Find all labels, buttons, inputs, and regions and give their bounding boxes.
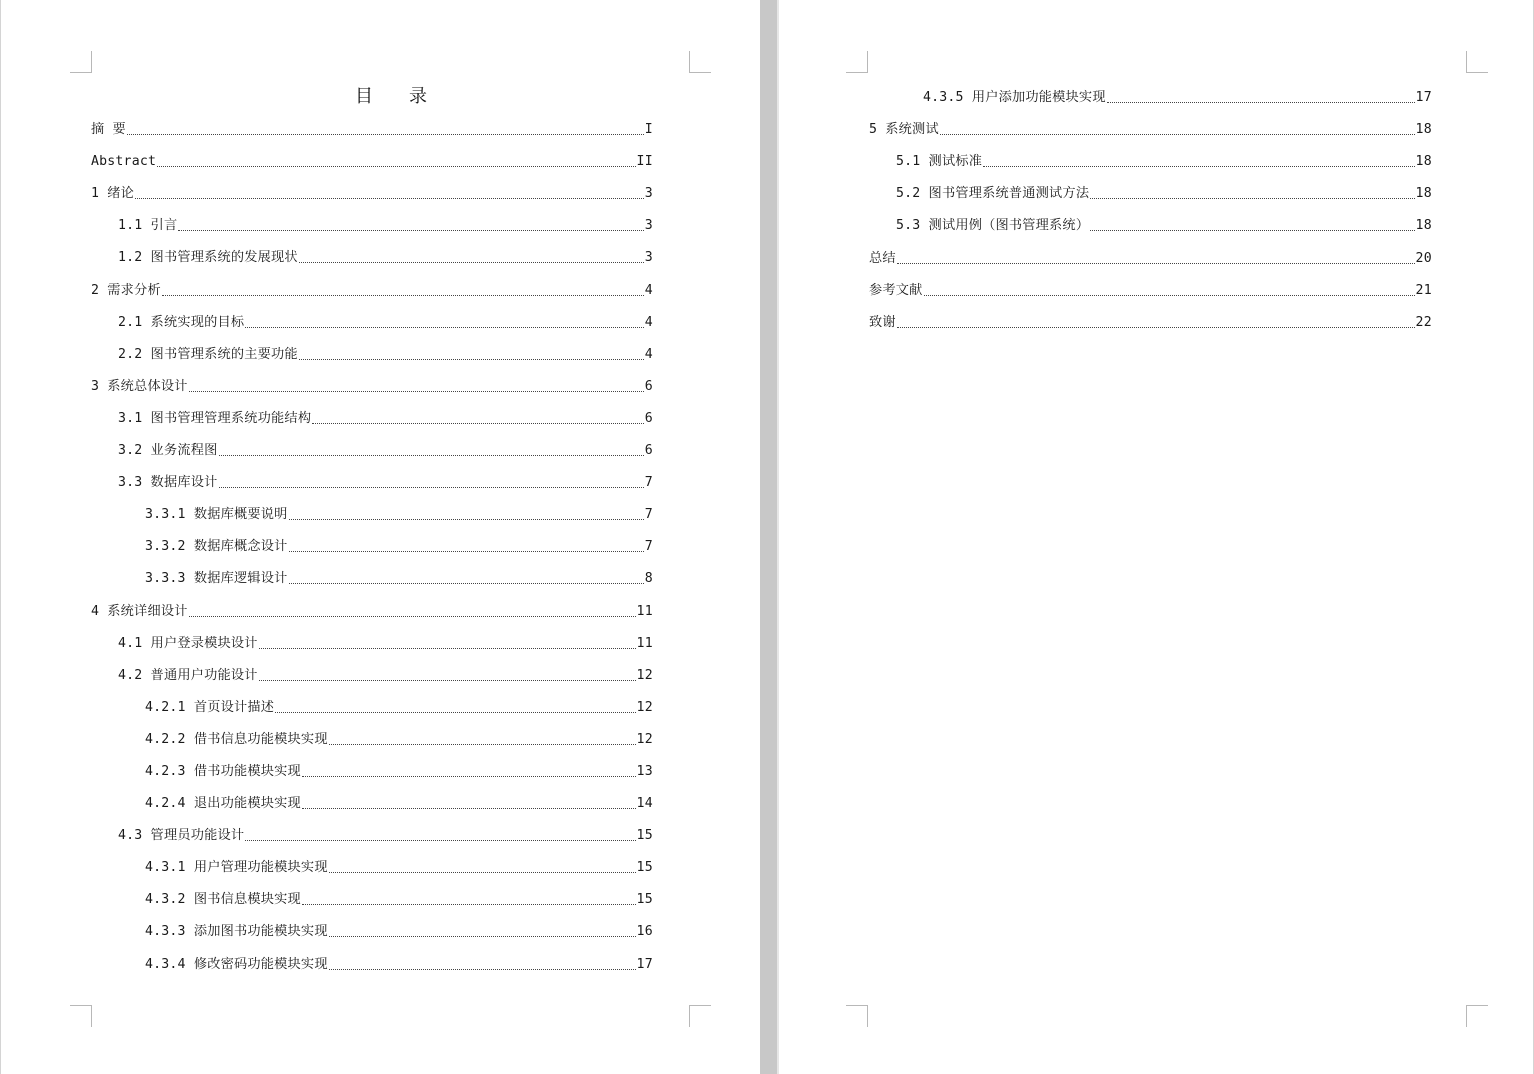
dot-leader bbox=[135, 197, 644, 199]
toc-entry-page-number: 7 bbox=[644, 475, 653, 491]
dot-leader bbox=[189, 390, 644, 392]
toc-entry-label: Abstract bbox=[91, 154, 157, 170]
toc-entry-label: 4.3.5 用户添加功能模块实现 bbox=[923, 90, 1106, 106]
toc-entry[interactable] bbox=[91, 433, 653, 465]
dot-leader bbox=[127, 133, 644, 135]
dot-leader bbox=[1090, 197, 1414, 199]
crop-mark-top-right bbox=[689, 51, 711, 73]
toc-entry-label: 3.3.1 数据库概要说明 bbox=[145, 507, 288, 523]
dot-leader bbox=[259, 679, 636, 681]
toc-entry[interactable] bbox=[91, 240, 653, 272]
toc-entry[interactable] bbox=[91, 208, 653, 240]
dot-leader bbox=[245, 839, 635, 841]
toc-title-char: 目 bbox=[355, 86, 373, 107]
toc-entry[interactable] bbox=[869, 112, 1432, 144]
dot-leader bbox=[162, 294, 644, 296]
dot-leader bbox=[329, 935, 636, 937]
toc-entry-page-number: 15 bbox=[636, 892, 653, 908]
toc-entry-page-number: 18 bbox=[1415, 186, 1432, 202]
dot-leader bbox=[1107, 101, 1415, 103]
toc-entry[interactable] bbox=[91, 305, 653, 337]
toc-entry-page-number: 3 bbox=[644, 250, 653, 266]
toc-entry-label: 3 系统总体设计 bbox=[91, 378, 188, 394]
toc-entry-label: 4.3.1 用户管理功能模块实现 bbox=[145, 860, 328, 876]
dot-leader bbox=[299, 261, 644, 263]
toc-entry-label: 4.2.4 退出功能模块实现 bbox=[145, 796, 301, 812]
toc-entry-page-number: 17 bbox=[636, 956, 653, 972]
toc-entry[interactable] bbox=[91, 272, 653, 304]
toc-entry-page-number: 8 bbox=[644, 571, 653, 587]
dot-leader bbox=[302, 903, 636, 905]
dot-leader bbox=[329, 968, 636, 970]
toc-entry-label: 1 绪论 bbox=[91, 186, 135, 202]
toc-entry[interactable] bbox=[869, 80, 1432, 112]
toc-entry-label: 3.3.3 数据库逻辑设计 bbox=[145, 571, 288, 587]
dot-leader bbox=[289, 582, 644, 584]
toc-entry[interactable] bbox=[91, 818, 653, 850]
toc-entry-label: 4.3 管理员功能设计 bbox=[118, 828, 245, 844]
toc-entry[interactable] bbox=[91, 850, 653, 882]
dot-leader bbox=[178, 229, 643, 231]
toc-entry[interactable] bbox=[91, 658, 653, 690]
dot-leader bbox=[329, 871, 636, 873]
toc-entry[interactable] bbox=[91, 722, 653, 754]
toc-entry[interactable] bbox=[869, 176, 1432, 208]
toc-entry[interactable] bbox=[91, 337, 653, 369]
toc-entry-page-number: 18 bbox=[1415, 154, 1432, 170]
toc-entry-label: 4.3.2 图书信息模块实现 bbox=[145, 892, 301, 908]
toc-entry-page-number: 21 bbox=[1415, 282, 1432, 298]
toc-entry-page-number: 6 bbox=[644, 443, 653, 459]
toc-entry-label: 4.2.1 首页设计描述 bbox=[145, 699, 275, 715]
toc-entry-label: 1.2 图书管理系统的发展现状 bbox=[118, 250, 298, 266]
toc-entry[interactable] bbox=[869, 273, 1432, 305]
dot-leader bbox=[289, 550, 644, 552]
toc-entry[interactable] bbox=[91, 690, 653, 722]
toc-entry-page-number: 6 bbox=[644, 378, 653, 394]
toc-entry-label: 2 需求分析 bbox=[91, 282, 161, 298]
toc-entry-page-number: 18 bbox=[1415, 122, 1432, 138]
toc-entry-label: 总结 bbox=[869, 250, 896, 266]
toc-entry-page-number: 18 bbox=[1415, 218, 1432, 234]
toc-entry-label: 3.1 图书管理管理系统功能结构 bbox=[118, 410, 312, 426]
toc-entry-label: 5.2 图书管理系统普通测试方法 bbox=[896, 186, 1090, 202]
toc-entry[interactable] bbox=[869, 240, 1432, 272]
toc-entry-label: 3.2 业务流程图 bbox=[118, 443, 218, 459]
toc-entry-label: 4.3.3 添加图书功能模块实现 bbox=[145, 924, 328, 940]
toc-entry-list bbox=[91, 112, 653, 979]
toc-entry-label: 摘 要 bbox=[91, 122, 126, 138]
toc-entry[interactable] bbox=[91, 914, 653, 946]
dot-leader bbox=[189, 615, 636, 617]
toc-entry-page-number: 15 bbox=[636, 860, 653, 876]
dot-leader bbox=[983, 165, 1414, 167]
toc-entry[interactable] bbox=[91, 176, 653, 208]
toc-entry-label: 2.2 图书管理系统的主要功能 bbox=[118, 346, 298, 362]
toc-entry[interactable] bbox=[91, 465, 653, 497]
toc-entry-page-number: 12 bbox=[636, 667, 653, 683]
toc-entry-label: 4.2.2 借书信息功能模块实现 bbox=[145, 731, 328, 747]
toc-entry[interactable] bbox=[91, 786, 653, 818]
toc-entry[interactable] bbox=[91, 593, 653, 625]
dot-leader bbox=[940, 133, 1415, 135]
toc-entry-page-number: 20 bbox=[1415, 250, 1432, 266]
toc-entry[interactable] bbox=[91, 497, 653, 529]
toc-entry[interactable] bbox=[91, 401, 653, 433]
dot-leader bbox=[275, 711, 635, 713]
crop-mark-bottom-right bbox=[689, 1005, 711, 1027]
toc-entry[interactable] bbox=[91, 144, 653, 176]
dot-leader bbox=[329, 743, 636, 745]
dot-leader bbox=[289, 518, 644, 520]
toc-entry-label: 5 系统测试 bbox=[869, 122, 939, 138]
toc-entry-page-number: 7 bbox=[644, 507, 653, 523]
toc-entry[interactable] bbox=[91, 561, 653, 593]
crop-mark-bottom-left bbox=[846, 1005, 868, 1027]
toc-entry[interactable] bbox=[869, 208, 1432, 240]
toc-entry-label: 4.2.3 借书功能模块实现 bbox=[145, 763, 301, 779]
toc-entry-list bbox=[869, 80, 1432, 337]
toc-entry-page-number: 22 bbox=[1415, 314, 1432, 330]
page-gutter bbox=[760, 0, 779, 1074]
toc-entry-page-number: 11 bbox=[636, 635, 653, 651]
dot-leader bbox=[302, 807, 636, 809]
crop-mark-bottom-right bbox=[1466, 1005, 1488, 1027]
dot-leader bbox=[219, 454, 644, 456]
toc-entry[interactable] bbox=[91, 529, 653, 561]
toc-entry-label: 致谢 bbox=[869, 314, 896, 330]
toc-entry-label: 2.1 系统实现的目标 bbox=[118, 314, 245, 330]
dot-leader bbox=[259, 647, 636, 649]
toc-entry-page-number: 3 bbox=[644, 186, 653, 202]
toc-entry-label: 4.3.4 修改密码功能模块实现 bbox=[145, 956, 328, 972]
toc-entry[interactable] bbox=[91, 369, 653, 401]
toc-entry-page-number: II bbox=[636, 154, 653, 170]
dot-leader bbox=[219, 486, 644, 488]
crop-mark-top-left bbox=[70, 51, 92, 73]
toc-entry[interactable] bbox=[91, 626, 653, 658]
toc-entry-page-number: 3 bbox=[644, 218, 653, 234]
dot-leader bbox=[1090, 229, 1414, 231]
toc-entry-page-number: 14 bbox=[636, 796, 653, 812]
dot-leader bbox=[302, 775, 636, 777]
toc-entry-label: 4.2 普通用户功能设计 bbox=[118, 667, 258, 683]
toc-entry-page-number: 17 bbox=[1415, 90, 1432, 106]
toc-entry-page-number: 4 bbox=[644, 346, 653, 362]
toc-entry-label: 1.1 引言 bbox=[118, 218, 178, 234]
document-page-right bbox=[779, 0, 1534, 1074]
toc-entry-label: 5.3 测试用例（图书管理系统） bbox=[896, 218, 1090, 234]
toc-entry-page-number: 16 bbox=[636, 924, 653, 940]
toc-entry-label: 3.3 数据库设计 bbox=[118, 475, 218, 491]
toc-entry-page-number: 13 bbox=[636, 763, 653, 779]
toc-entry-page-number: 12 bbox=[636, 699, 653, 715]
dot-leader bbox=[299, 358, 644, 360]
dot-leader bbox=[157, 165, 635, 167]
crop-mark-bottom-left bbox=[70, 1005, 92, 1027]
crop-mark-top-left bbox=[846, 51, 868, 73]
toc-entry[interactable] bbox=[91, 112, 653, 144]
toc-entry-page-number: 11 bbox=[636, 603, 653, 619]
dot-leader bbox=[924, 294, 1415, 296]
toc-entry-page-number: 15 bbox=[636, 828, 653, 844]
toc-entry[interactable] bbox=[91, 882, 653, 914]
crop-mark-top-right bbox=[1466, 51, 1488, 73]
toc-entry-label: 3.3.2 数据库概念设计 bbox=[145, 539, 288, 555]
toc-entry-page-number: I bbox=[644, 122, 653, 138]
dot-leader bbox=[897, 262, 1415, 264]
toc-entry-label: 4.1 用户登录模块设计 bbox=[118, 635, 258, 651]
toc-entry[interactable] bbox=[869, 305, 1432, 337]
toc-entry-page-number: 12 bbox=[636, 731, 653, 747]
dot-leader bbox=[245, 326, 643, 328]
toc-entry-page-number: 4 bbox=[644, 282, 653, 298]
toc-entry-page-number: 4 bbox=[644, 314, 653, 330]
toc-title-char: 录 bbox=[409, 86, 427, 107]
dot-leader bbox=[312, 422, 644, 424]
document-page-left bbox=[0, 0, 760, 1074]
toc-entry[interactable] bbox=[91, 946, 653, 978]
toc-entry[interactable] bbox=[91, 754, 653, 786]
toc-entry-label: 参考文献 bbox=[869, 282, 923, 298]
toc-title bbox=[1, 82, 781, 108]
toc-entry-label: 5.1 测试标准 bbox=[896, 154, 983, 170]
dot-leader bbox=[897, 326, 1415, 328]
toc-entry-page-number: 7 bbox=[644, 539, 653, 555]
toc-entry-page-number: 6 bbox=[644, 410, 653, 426]
toc-entry[interactable] bbox=[869, 144, 1432, 176]
toc-entry-label: 4 系统详细设计 bbox=[91, 603, 188, 619]
